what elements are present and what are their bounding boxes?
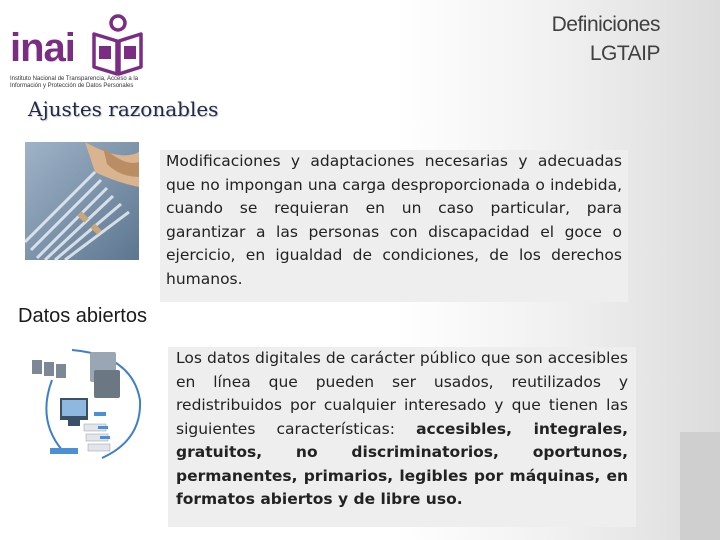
book-person-icon — [90, 14, 145, 76]
slide-header — [552, 10, 660, 68]
section-title-datos: Datos abiertos — [18, 305, 147, 327]
filing-cabinet-photo — [25, 142, 139, 260]
data-network-diagram — [22, 340, 150, 468]
logo-wordmark: inai — [10, 26, 75, 70]
data-network-icon — [22, 340, 150, 468]
corner-decoration — [680, 432, 720, 540]
filing-cabinet-image — [25, 142, 139, 260]
definition-datos-intro: Los datos digitales de carácter público que son accesibles en línea que pueden ser usados, reutilizados y redistribuidos por cualquier interesado y que tienen las siguientes características: — [176, 349, 628, 438]
definition-datos-abiertos — [168, 347, 636, 527]
section-title-ajustes: Ajustes razonables — [28, 97, 219, 121]
header-title-line-1: Definiciones — [551, 13, 660, 36]
inai-logo — [10, 14, 145, 94]
header-title-line-2: LGTAIP — [589, 42, 660, 65]
definition-datos-characteristics: accesibles, integrales, gratuitos, no discriminatorios, oportunos, permanentes, primarios, legibles por máquinas, en formatos abiertos y de libre uso. — [176, 419, 628, 508]
definition-ajustes-razonables: Modificaciones y adaptaciones necesarias y adecuadas que no impongan una carga desproporcionada o indebida, cuando se requieran en un caso particular, para garantizar a las personas con discapacidad el goce o ejercicio, en igualdad de condiciones, de los derechos humanos. — [160, 150, 628, 302]
logo-tagline: Instituto Nacional de Transparencia, Acceso a la Información y Protección de Datos Personales — [10, 76, 139, 89]
